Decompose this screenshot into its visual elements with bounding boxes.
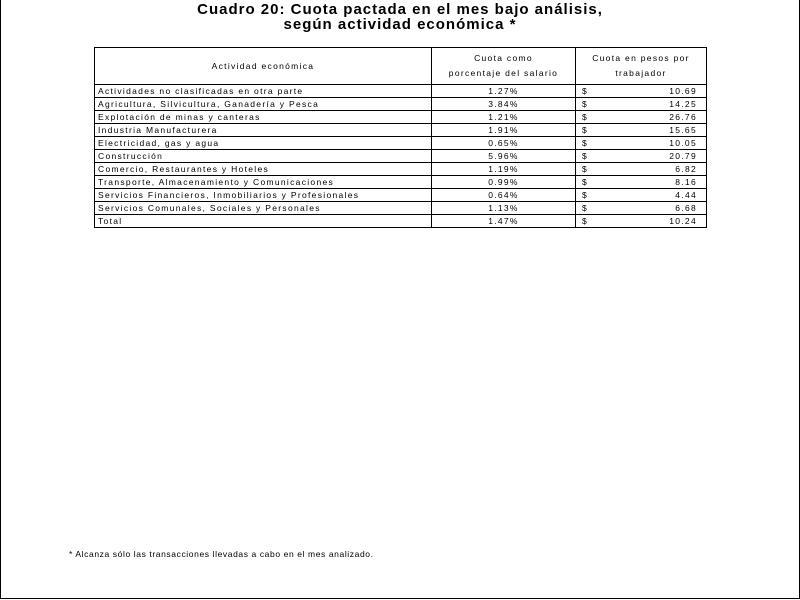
cell-pesos [576,124,707,137]
pesos-value: 10.24 [669,216,697,226]
cell-percent: 0.64% [432,189,576,202]
pesos-value: 6.68 [675,203,697,213]
table-header-row [95,48,707,85]
cell-activity: Comercio, Restaurantes y Hoteles [95,163,432,176]
title-line-2: según actividad económica * [283,16,517,33]
currency-symbol: $ [582,216,589,226]
currency-symbol: $ [582,151,589,161]
cell-pesos [576,202,707,215]
cell-percent: 3.84% [432,98,576,111]
table-row [95,215,707,228]
currency-symbol: $ [582,86,589,96]
cell-percent: 1.13% [432,202,576,215]
cell-activity: Agricultura, Silvicultura, Ganadería y Pesca [95,98,432,111]
cell-percent: 5.96% [432,150,576,163]
page-title [0,2,800,32]
currency-symbol: $ [582,164,589,174]
table-row [95,85,707,98]
cell-activity: Industria Manufacturera [95,124,432,137]
header-activity: Actividad económica [95,48,432,85]
currency-symbol: $ [582,125,589,135]
cell-activity: Servicios Financieros, Inmobiliarios y Profesionales [95,189,432,202]
header-percent-line-2: porcentaje del salario [448,68,559,78]
cell-pesos [576,150,707,163]
table-row [95,189,707,202]
currency-symbol: $ [582,99,589,109]
cell-activity: Construcción [95,150,432,163]
header-pesos-line-2: trabajador [615,68,667,78]
header-pesos-line-1: Cuota en pesos por [592,53,690,63]
pesos-value: 4.44 [675,190,697,200]
cell-percent: 1.91% [432,124,576,137]
header-percent [432,48,576,85]
cell-pesos [576,111,707,124]
currency-symbol: $ [582,190,589,200]
pesos-value: 8.16 [675,177,697,187]
cell-percent: 1.47% [432,215,576,228]
pesos-value: 26.76 [669,112,697,122]
cell-percent: 0.65% [432,137,576,150]
cell-pesos [576,163,707,176]
cell-activity: Actividades no clasificadas en otra parte [95,85,432,98]
table-row [95,163,707,176]
currency-symbol: $ [582,203,589,213]
cell-percent: 1.21% [432,111,576,124]
pesos-value: 10.05 [669,138,697,148]
pesos-value: 14.25 [669,99,697,109]
cell-activity: Total [95,215,432,228]
cell-pesos [576,215,707,228]
pesos-value: 10.69 [669,86,697,96]
cell-pesos [576,98,707,111]
cell-percent: 1.27% [432,85,576,98]
pesos-value: 15.65 [669,125,697,135]
cell-pesos [576,176,707,189]
cell-pesos [576,189,707,202]
cell-activity: Explotación de minas y canteras [95,111,432,124]
pesos-value: 6.82 [675,164,697,174]
header-percent-line-1: Cuota como [474,53,533,63]
footnote: * Alcanza sólo las transacciones llevadas a cabo en el mes analizado. [69,549,374,559]
currency-symbol: $ [582,138,589,148]
header-pesos [576,48,707,85]
table-row [95,176,707,189]
table-row [95,202,707,215]
cell-percent: 1.19% [432,163,576,176]
table-row [95,137,707,150]
table-row [95,150,707,163]
cell-pesos [576,137,707,150]
cell-pesos [576,85,707,98]
currency-symbol: $ [582,177,589,187]
table-row [95,111,707,124]
currency-symbol: $ [582,112,589,122]
cell-percent: 0.99% [432,176,576,189]
table-row [95,124,707,137]
cell-activity: Servicios Comunales, Sociales y Personales [95,202,432,215]
quota-table [94,47,707,228]
cell-activity: Transporte, Almacenamiento y Comunicaciones [95,176,432,189]
table-row [95,98,707,111]
pesos-value: 20.79 [669,151,697,161]
cell-activity: Electricidad, gas y agua [95,137,432,150]
title-line-1: Cuadro 20: Cuota pactada en el mes bajo análisis, [197,1,603,18]
